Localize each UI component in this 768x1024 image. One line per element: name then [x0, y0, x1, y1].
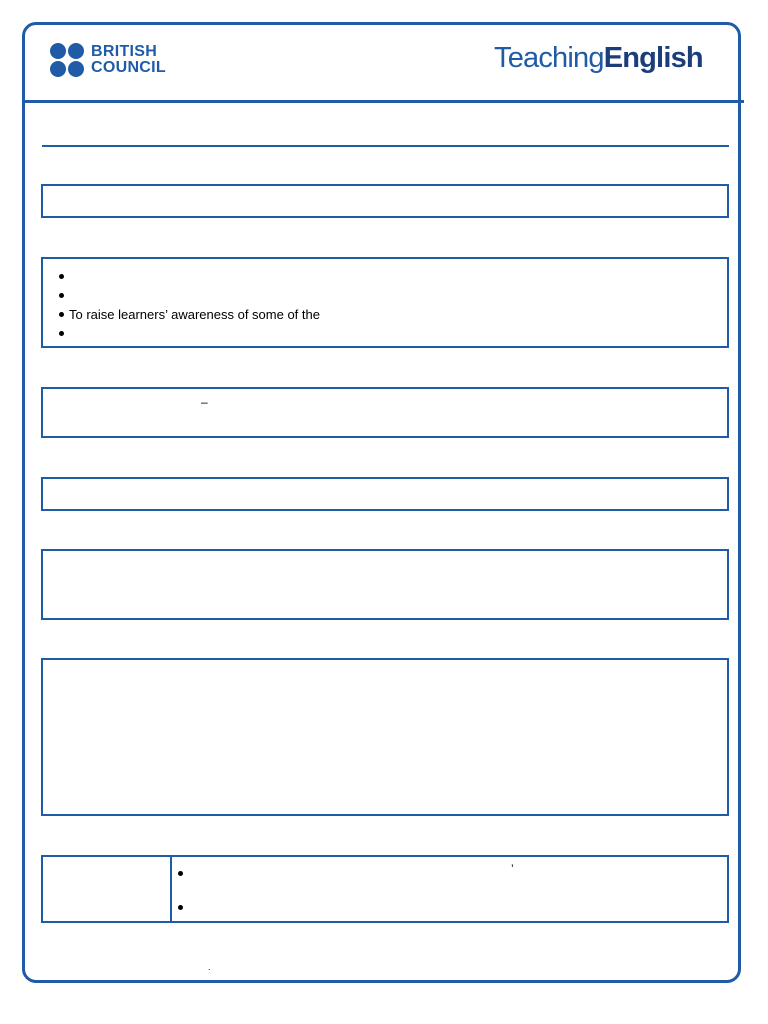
procedure-bullet — [178, 905, 183, 910]
teaching-english-logo: TeachingEnglish — [494, 42, 703, 74]
procedure-apostrophe: ’ — [511, 862, 514, 876]
topic-box — [41, 184, 729, 218]
procedure-bullet — [178, 871, 183, 876]
procedure-box — [41, 855, 729, 923]
aims-item — [57, 286, 727, 305]
introduction-box — [41, 658, 729, 816]
level-box — [41, 387, 729, 438]
aims-item — [57, 324, 727, 343]
materials-box — [41, 549, 729, 620]
aims-box — [41, 257, 729, 348]
aims-list — [57, 267, 727, 343]
aims-item: To raise learners’ awareness of some of the — [57, 305, 727, 324]
level-dash: – — [201, 395, 208, 409]
footer-mark: . — [208, 962, 211, 972]
british-council-wordmark: BRITISH COUNCIL — [91, 43, 166, 76]
british-council-logo — [50, 43, 166, 77]
aims-item — [57, 267, 727, 286]
british-council-dots-icon — [50, 43, 84, 77]
header-divider — [22, 100, 744, 103]
title-divider — [42, 145, 729, 147]
time-box — [41, 477, 729, 511]
procedure-column-divider — [170, 857, 172, 921]
